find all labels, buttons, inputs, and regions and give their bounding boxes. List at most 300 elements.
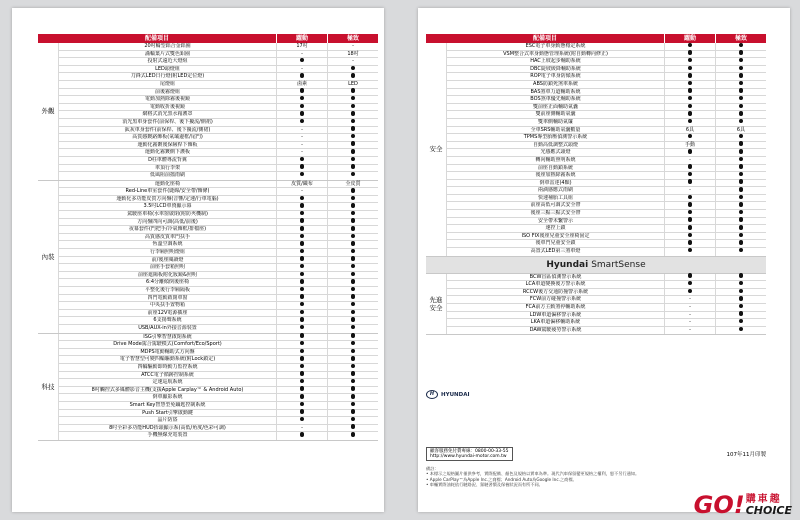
standard-dot-icon <box>739 73 744 78</box>
standard-dot-icon <box>688 111 693 116</box>
standard-dot-icon <box>351 272 356 277</box>
col1-value: - <box>664 187 715 194</box>
col2-standard <box>715 73 766 80</box>
feature-name: 前座12V電源插座 <box>58 310 276 317</box>
col2-standard <box>327 249 378 256</box>
col2-standard <box>327 317 378 324</box>
feature-name: 8吋觸控式多媒體影音主機(支援Apple Carplay™ & Android Auto) <box>58 387 276 394</box>
feature-name: 光感應式頭燈 <box>446 149 664 156</box>
standard-dot-icon <box>351 141 356 146</box>
table-row <box>446 104 766 112</box>
feature-name: LKA車道偏移輔助系統 <box>446 319 664 326</box>
standard-dot-icon <box>688 225 693 230</box>
feature-name: 電動收折後視鏡 <box>58 104 276 111</box>
feature-name: 6:4分離傾倒後座椅 <box>58 279 276 286</box>
col2-standard <box>327 356 378 363</box>
standard-dot-icon <box>739 88 744 93</box>
standard-dot-icon <box>300 211 305 216</box>
standard-dot-icon <box>351 310 356 315</box>
table-row <box>58 417 378 425</box>
standard-dot-icon <box>300 172 305 177</box>
standard-dot-icon <box>688 273 693 278</box>
table-row <box>446 187 766 195</box>
col2-standard <box>327 66 378 73</box>
standard-dot-icon <box>739 157 744 162</box>
feature-name: 後座三點三點式安全帶 <box>446 210 664 217</box>
col2-standard <box>715 165 766 172</box>
col1-value: - <box>276 425 327 432</box>
feature-name: 6支揚聲系統 <box>58 317 276 324</box>
table-row <box>58 89 378 97</box>
col1-standard <box>276 111 327 118</box>
feature-name: 定速巡航系統 <box>58 379 276 386</box>
col2-standard <box>327 425 378 432</box>
col2-standard <box>327 341 378 348</box>
standard-dot-icon <box>351 341 356 346</box>
right-spec-table <box>426 34 766 335</box>
col2-value: LED <box>327 81 378 88</box>
col1-standard <box>664 89 715 96</box>
feature-name: 投射式遠近大燈組 <box>58 58 276 65</box>
table-row <box>58 432 378 440</box>
table-row <box>446 240 766 248</box>
standard-dot-icon <box>688 179 693 184</box>
contact-box <box>426 447 513 461</box>
col1-value: - <box>664 327 715 335</box>
standard-dot-icon <box>739 289 744 294</box>
feature-name: LED頭燈組 <box>58 66 276 73</box>
col2-standard <box>327 402 378 409</box>
table-row <box>446 81 766 89</box>
feature-name: MDPS電動輔助式方向盤 <box>58 349 276 356</box>
col2-standard <box>327 234 378 241</box>
feature-name: TPMS專型胎壓偵測警示系統 <box>446 134 664 141</box>
standard-dot-icon <box>739 164 744 169</box>
header-col1: 躍動 <box>276 34 327 43</box>
feature-name: 車頂行李架 <box>58 165 276 172</box>
table-row <box>58 402 378 410</box>
standard-dot-icon <box>351 256 356 261</box>
col1-standard <box>276 241 327 248</box>
table-row <box>446 43 766 51</box>
col2-value: - <box>327 43 378 50</box>
col1-standard <box>276 364 327 371</box>
table-row <box>446 111 766 119</box>
standard-dot-icon <box>300 241 305 246</box>
feature-name: 滿輪葉片式雙色鋁圈 <box>58 51 276 58</box>
col2-standard <box>327 104 378 111</box>
standard-dot-icon <box>300 104 305 109</box>
col1-standard <box>664 233 715 240</box>
col1-standard <box>276 73 327 80</box>
feature-name: 運動化霧鍍側下護板 <box>58 149 276 156</box>
category-label: 科技 <box>41 382 55 391</box>
standard-dot-icon <box>300 88 305 93</box>
standard-dot-icon <box>739 304 744 309</box>
col2-standard <box>715 43 766 50</box>
category-label: 外觀 <box>41 107 55 116</box>
table-row <box>58 317 378 325</box>
col1-standard <box>276 264 327 271</box>
col2-standard <box>715 142 766 149</box>
table-row <box>446 73 766 81</box>
standard-dot-icon <box>300 417 305 422</box>
table-row <box>446 319 766 327</box>
col2-standard <box>715 218 766 225</box>
table-row <box>446 149 766 157</box>
feature-name: 夜幕套件(門把手/冷氣飾框/排檔座) <box>58 226 276 233</box>
table-row <box>58 394 378 402</box>
feature-name: BOS煞車優先輔助系統 <box>446 96 664 103</box>
standard-dot-icon <box>351 333 356 338</box>
col2-standard <box>327 417 378 424</box>
col1-standard <box>276 104 327 111</box>
table-row <box>446 119 766 127</box>
col2-standard <box>327 334 378 341</box>
standard-dot-icon <box>739 119 744 124</box>
col2-standard <box>327 134 378 141</box>
standard-dot-icon <box>300 364 305 369</box>
standard-dot-icon <box>351 157 356 162</box>
standard-dot-icon <box>739 233 744 238</box>
table-row <box>58 134 378 142</box>
standard-dot-icon <box>300 249 305 254</box>
standard-dot-icon <box>300 302 305 307</box>
feature-name: 快速補胎工具組 <box>446 195 664 202</box>
col1-standard <box>664 281 715 288</box>
standard-dot-icon <box>739 217 744 222</box>
spec-category <box>426 43 766 257</box>
col1-standard <box>664 73 715 80</box>
col1-standard <box>276 279 327 286</box>
standard-dot-icon <box>300 164 305 169</box>
col2-standard <box>715 296 766 303</box>
col2-standard <box>715 119 766 126</box>
col2-standard <box>327 257 378 264</box>
col2-standard <box>715 281 766 288</box>
standard-dot-icon <box>300 119 305 124</box>
col2-standard <box>715 66 766 73</box>
table-row <box>58 196 378 204</box>
col2-standard <box>715 89 766 96</box>
standard-dot-icon <box>351 218 356 223</box>
col2-standard <box>715 96 766 103</box>
standard-dot-icon <box>688 195 693 200</box>
col2-standard <box>715 274 766 281</box>
col1-value: - <box>664 319 715 326</box>
col1-value: - <box>276 142 327 149</box>
col1-standard <box>276 96 327 103</box>
standard-dot-icon <box>739 81 744 86</box>
feature-name: Smart Key智慧型免鑰匙控制系統 <box>58 402 276 409</box>
feature-name: BCW盲區偵測警示系統 <box>446 274 664 281</box>
col2-standard <box>327 219 378 226</box>
table-row <box>58 119 378 127</box>
header-col2: 極致 <box>327 34 378 43</box>
col1-standard <box>664 149 715 156</box>
col1-standard <box>664 218 715 225</box>
table-row <box>58 264 378 272</box>
standard-dot-icon <box>688 50 693 55</box>
table-row <box>58 226 378 234</box>
table-row <box>58 172 378 180</box>
table-row <box>58 364 378 372</box>
standard-dot-icon <box>739 195 744 200</box>
table-row <box>446 172 766 180</box>
col2-standard <box>715 58 766 65</box>
feature-name: 電動加熱除霧後視鏡 <box>58 96 276 103</box>
col1-value: - <box>276 66 327 73</box>
standard-dot-icon <box>739 240 744 245</box>
col2-standard <box>327 241 378 248</box>
col1-standard <box>664 195 715 202</box>
col2-standard <box>327 196 378 203</box>
col2-value: - <box>327 58 378 65</box>
standard-dot-icon <box>688 81 693 86</box>
standard-dot-icon <box>688 217 693 222</box>
hyundai-mark-icon: H <box>426 390 438 399</box>
table-row <box>446 248 766 256</box>
feature-name: 恆溫空調系統 <box>58 241 276 248</box>
standard-dot-icon <box>300 317 305 322</box>
standard-dot-icon <box>688 43 693 48</box>
col1-value: 17吋 <box>276 43 327 50</box>
col1-standard <box>276 272 327 279</box>
category-label: 內裝 <box>41 252 55 261</box>
feature-name: 雙車側輔助氣簾 <box>446 119 664 126</box>
col1-standard <box>276 410 327 417</box>
col2-standard <box>327 172 378 180</box>
standard-dot-icon <box>351 356 356 361</box>
col2-standard <box>715 248 766 256</box>
table-row <box>58 66 378 74</box>
col1-standard <box>276 302 327 309</box>
col2-standard <box>715 195 766 202</box>
standard-dot-icon <box>300 294 305 299</box>
standard-dot-icon <box>351 402 356 407</box>
feature-name: VSM整合式車身動態管理系統(附自動轉向修正) <box>446 51 664 58</box>
table-row <box>58 203 378 211</box>
col1-standard <box>276 356 327 363</box>
standard-dot-icon <box>351 211 356 216</box>
feature-name: RCCW後方交通防撞警示系統 <box>446 289 664 296</box>
feature-name: 駕駛座車椅(水車窗啟閉(附防夾機制) <box>58 211 276 218</box>
col1-standard <box>276 417 327 424</box>
col1-standard <box>276 172 327 180</box>
standard-dot-icon <box>739 311 744 316</box>
feature-name: ATCC電子循跡控制系統 <box>58 372 276 379</box>
table-row <box>446 195 766 203</box>
standard-dot-icon <box>300 203 305 208</box>
table-row <box>446 225 766 233</box>
table-row <box>446 296 766 304</box>
table-row <box>58 341 378 349</box>
col1-standard <box>664 119 715 126</box>
table-row <box>58 325 378 333</box>
standard-dot-icon <box>688 248 693 253</box>
standard-dot-icon <box>739 187 744 192</box>
gochoice-logo <box>693 491 792 519</box>
table-row <box>446 157 766 165</box>
col2-standard <box>327 287 378 294</box>
col1-standard <box>664 225 715 232</box>
col1-standard <box>664 210 715 217</box>
standard-dot-icon <box>351 111 356 116</box>
col1-standard <box>276 203 327 210</box>
standard-dot-icon <box>351 371 356 376</box>
feature-name: 晶片防盜 <box>58 417 276 424</box>
feature-name: ABS防鎖死煞車系統 <box>446 81 664 88</box>
col2-standard <box>327 188 378 195</box>
standard-dot-icon <box>351 386 356 391</box>
table-row <box>58 302 378 310</box>
standard-dot-icon <box>351 96 356 101</box>
table-row <box>446 312 766 320</box>
feature-name: 高置式LED第三煞車燈 <box>446 248 664 256</box>
table-row <box>58 211 378 219</box>
feature-name: ESC電子車身動態穩定系統 <box>446 43 664 50</box>
standard-dot-icon <box>739 50 744 55</box>
table-row <box>58 387 378 395</box>
table-row <box>58 287 378 295</box>
table-row <box>446 274 766 282</box>
col2-standard <box>715 172 766 179</box>
table-row <box>446 51 766 59</box>
feature-name: USB/AUX-in外接音源裝置 <box>58 325 276 333</box>
col1-value: 皮質/織布 <box>276 181 327 188</box>
col1-standard <box>664 248 715 256</box>
col2-standard <box>715 233 766 240</box>
standard-dot-icon <box>300 287 305 292</box>
standard-dot-icon <box>351 66 356 71</box>
col1-value: - <box>664 304 715 311</box>
col2-standard <box>327 89 378 96</box>
note-line: 備註： <box>426 466 439 471</box>
spec-category <box>426 274 766 336</box>
col1-standard <box>664 240 715 247</box>
standard-dot-icon <box>351 249 356 254</box>
standard-dot-icon <box>739 225 744 230</box>
col1-standard <box>664 58 715 65</box>
table-row <box>446 134 766 142</box>
standard-dot-icon <box>351 379 356 384</box>
feature-name: 前座高低可調式安全帶 <box>446 202 664 209</box>
col2-standard <box>327 410 378 417</box>
col2-standard <box>715 202 766 209</box>
table-header <box>426 34 766 43</box>
feature-name: 雙前座正面輔助氣囊 <box>446 104 664 111</box>
col2-standard <box>715 210 766 217</box>
col2-standard <box>715 327 766 335</box>
standard-dot-icon <box>300 409 305 414</box>
col2-standard <box>327 272 378 279</box>
smartsense-banner <box>426 257 766 274</box>
table-row <box>58 279 378 287</box>
standard-dot-icon <box>351 279 356 284</box>
feature-name: 行李廂照明燈組 <box>58 249 276 256</box>
feature-name: ISO FIX後座兒童安全座椅固定 <box>446 233 664 240</box>
table-row <box>446 281 766 289</box>
standard-dot-icon <box>351 104 356 109</box>
table-row <box>58 425 378 433</box>
feature-name: 尾燈組 <box>58 81 276 88</box>
table-row <box>58 157 378 165</box>
standard-dot-icon <box>351 196 356 201</box>
table-row <box>446 304 766 312</box>
col2-standard <box>327 127 378 134</box>
table-row <box>446 202 766 210</box>
table-row <box>446 165 766 173</box>
standard-dot-icon <box>351 424 356 429</box>
standard-dot-icon <box>688 58 693 63</box>
feature-name: Drive Mode駕合駕駛模式(Comfort/Eco/Sport) <box>58 341 276 348</box>
standard-dot-icon <box>351 203 356 208</box>
col1-standard <box>276 257 327 264</box>
col2-standard <box>327 142 378 149</box>
feature-name: 前座自動鎖系統 <box>446 165 664 172</box>
col2-standard <box>327 432 378 440</box>
col2-value: 18吋 <box>327 51 378 58</box>
col1-standard <box>276 219 327 226</box>
table-row <box>58 96 378 104</box>
feature-name: ISG引擎智慧啟閉系統 <box>58 334 276 341</box>
col2-standard <box>327 379 378 386</box>
brand-zh: 購車趣 <box>745 494 782 505</box>
col1-standard <box>664 274 715 281</box>
col2-standard <box>715 319 766 326</box>
table-row <box>58 249 378 257</box>
col1-standard <box>276 349 327 356</box>
col1-standard <box>276 226 327 233</box>
standard-dot-icon <box>688 202 693 207</box>
table-row <box>58 111 378 119</box>
col2-standard <box>327 387 378 394</box>
feature-name: LCA車道變換後方警示系統 <box>446 281 664 288</box>
col2-standard <box>715 134 766 141</box>
table-row <box>58 149 378 157</box>
left-spec-sheet <box>12 8 384 512</box>
col2-standard <box>715 157 766 164</box>
table-row <box>58 58 378 66</box>
feature-name: 雙前座側輔助氣囊 <box>446 111 664 118</box>
standard-dot-icon <box>300 333 305 338</box>
col1-standard <box>276 211 327 218</box>
standard-dot-icon <box>351 294 356 299</box>
standard-dot-icon <box>300 325 305 330</box>
col1-standard <box>276 295 327 302</box>
col2-standard <box>327 73 378 80</box>
col2-standard <box>327 203 378 210</box>
feature-name: 倒車顯影系統 <box>58 394 276 401</box>
standard-dot-icon <box>351 88 356 93</box>
standard-dot-icon <box>739 327 744 332</box>
col1-value: 6具 <box>664 127 715 134</box>
standard-dot-icon <box>351 287 356 292</box>
table-row <box>446 289 766 297</box>
col2-standard <box>327 302 378 309</box>
col1-standard <box>664 134 715 141</box>
standard-dot-icon <box>739 296 744 301</box>
table-row <box>58 73 378 81</box>
header-col1: 躍動 <box>664 34 715 43</box>
standard-dot-icon <box>300 394 305 399</box>
col1-standard <box>276 432 327 440</box>
contact-row <box>426 446 766 462</box>
col2-standard <box>327 149 378 156</box>
smartsense-bold: Hyundai <box>546 259 589 270</box>
col1-standard <box>664 104 715 111</box>
table-row <box>446 180 766 188</box>
